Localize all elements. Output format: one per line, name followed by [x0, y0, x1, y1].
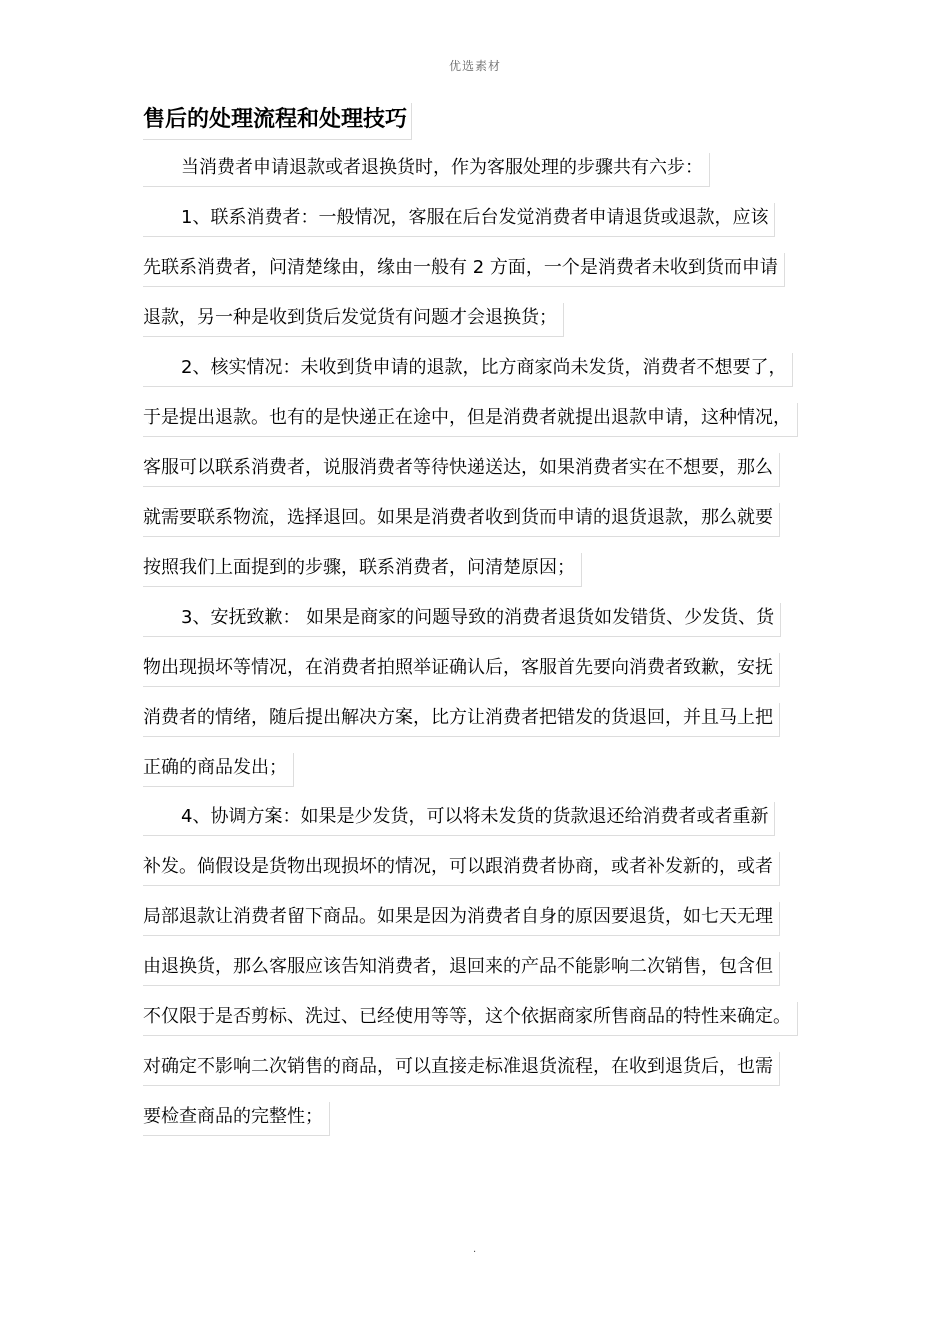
paragraph-line: 于是提出退款。也有的是快递正在途中，但是消费者就提出退款申请，这种情况， — [143, 403, 798, 437]
paragraph-line: 补发。倘假设是货物出现损坏的情况，可以跟消费者协商，或者补发新的，或者 — [143, 852, 780, 886]
paragraph-line: 3、安抚致歉： 如果是商家的问题导致的消费者退货如发错货、少发货、货 — [143, 603, 781, 637]
paragraph-line: 1、联系消费者：一般情况，客服在后台发觉消费者申请退货或退款，应该 — [143, 203, 775, 237]
document-title: 售后的处理流程和处理技巧 — [143, 103, 412, 140]
paragraph-line: 不仅限于是否剪标、洗过、已经使用等等，这个依据商家所售商品的特性来确定。 — [143, 1002, 798, 1036]
paragraph-line: 2、核实情况：未收到货申请的退款，比方商家尚未发货，消费者不想要了， — [143, 353, 793, 387]
paragraph-line: 先联系消费者，问清楚缘由，缘由一般有 2 方面，一个是消费者未收到货而申请 — [143, 253, 785, 287]
intro-line: 当消费者申请退款或者退换货时，作为客服处理的步骤共有六步： — [143, 153, 710, 187]
paragraph-line: 物出现损坏等情况，在消费者拍照举证确认后，客服首先要向消费者致歉，安抚 — [143, 653, 780, 687]
paragraph-line: 就需要联系物流，选择退回。如果是消费者收到货而申请的退货退款，那么就要 — [143, 503, 780, 537]
paragraph-line: 局部退款让消费者留下商品。如果是因为消费者自身的原因要退货，如七天无理 — [143, 902, 780, 936]
page-footer: . — [473, 1244, 477, 1255]
page-header: 优选素材 — [448, 59, 501, 73]
paragraph-line: 要检查商品的完整性； — [143, 1102, 330, 1136]
paragraph-line: 4、协调方案：如果是少发货，可以将未发货的货款退还给消费者或者重新 — [143, 802, 775, 836]
paragraph-line: 按照我们上面提到的步骤，联系消费者，问清楚原因； — [143, 553, 582, 587]
paragraph-line: 由退换货，那么客服应该告知消费者，退回来的产品不能影响二次销售，包含但 — [143, 952, 780, 986]
paragraph-line: 客服可以联系消费者，说服消费者等待快递送达，如果消费者实在不想要，那么 — [143, 453, 780, 487]
paragraph-line: 正确的商品发出； — [143, 753, 294, 787]
paragraph-line: 消费者的情绪，随后提出解决方案，比方让消费者把错发的货退回，并且马上把 — [143, 703, 780, 737]
paragraph-line: 退款，另一种是收到货后发觉货有问题才会退换货； — [143, 303, 564, 337]
paragraph-line: 对确定不影响二次销售的商品，可以直接走标准退货流程，在收到退货后，也需 — [143, 1052, 780, 1086]
